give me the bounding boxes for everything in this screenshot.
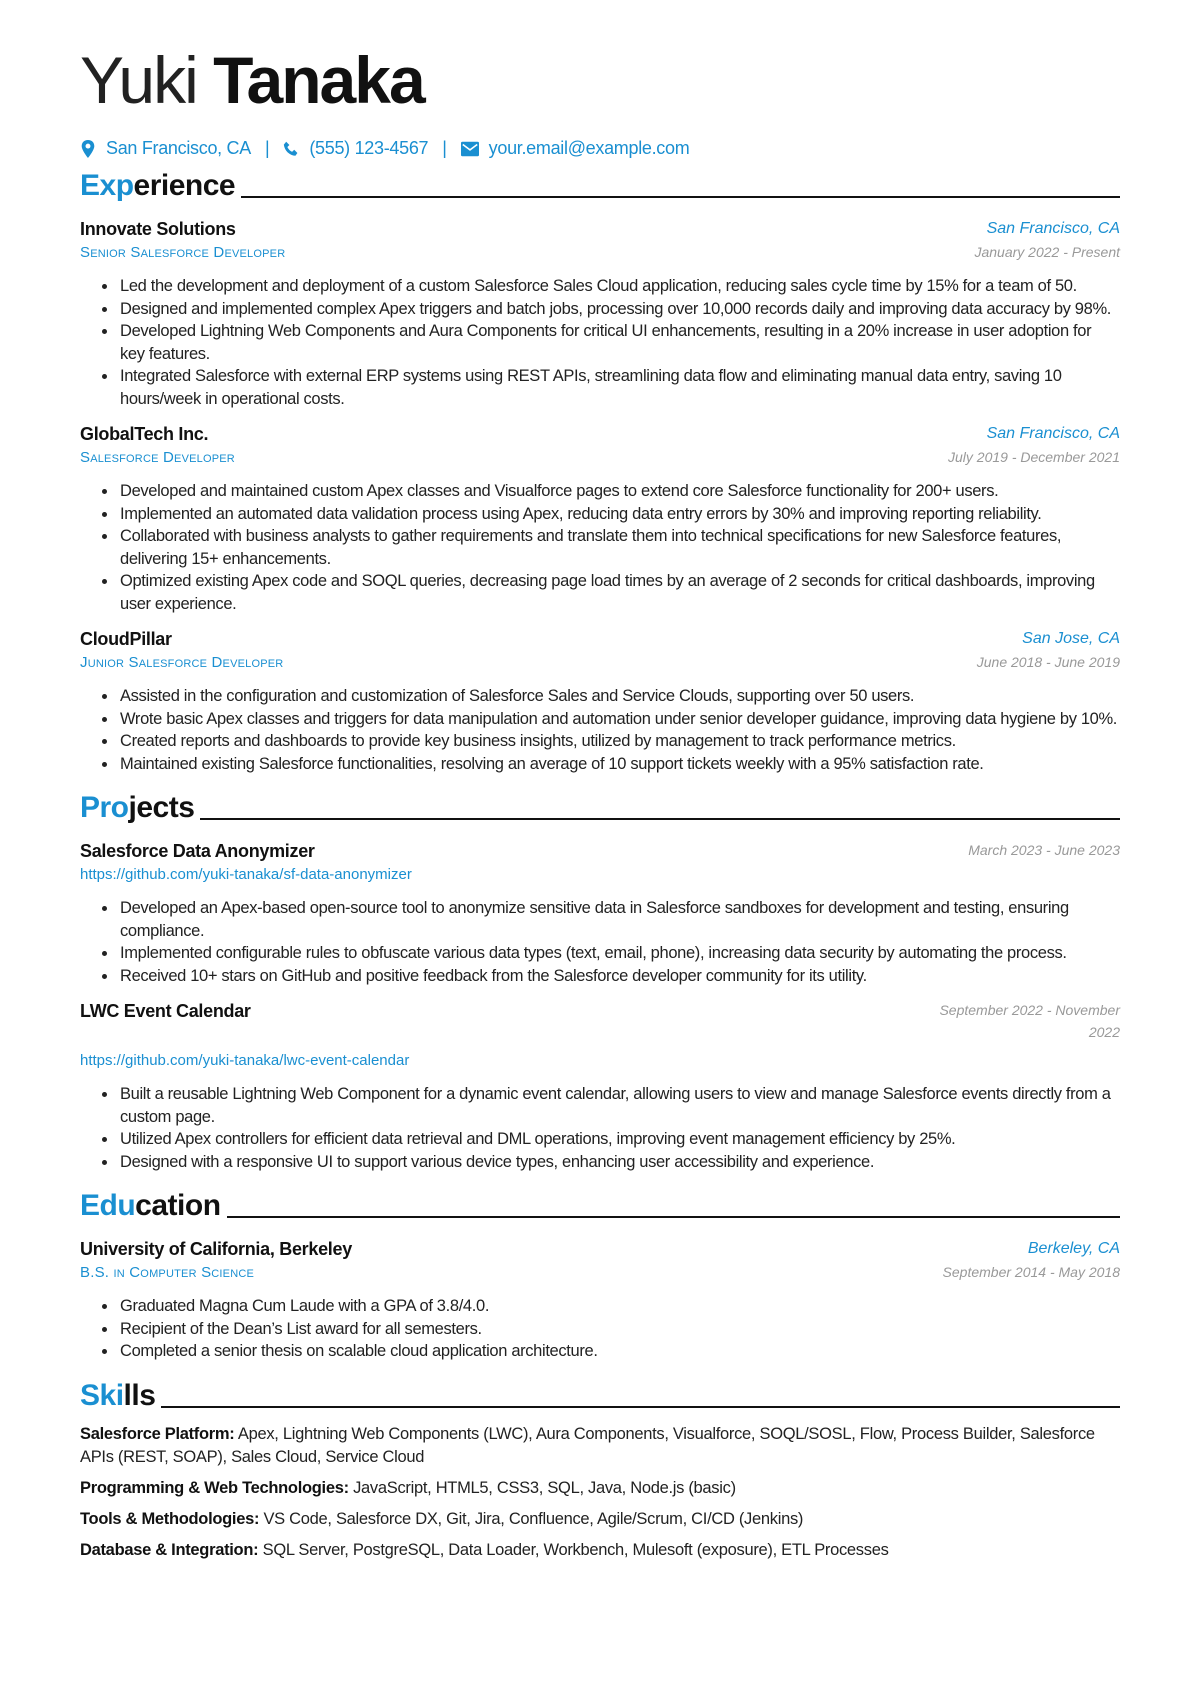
- school-location: Berkeley, CA: [1027, 1240, 1120, 1257]
- skill-row: Programming & Web Technologies: JavaScript, HTML5, CSS3, SQL, Java, Node.js (basic): [80, 1478, 736, 1497]
- job-title: Salesforce Developer: [80, 449, 235, 466]
- list-item: • Built a reusable Lightning Web Component for a dynamic event calendar, allowing users to view and manage Salesforce events directly from a custom page.: [118, 1083, 1120, 1128]
- list-item: • Implemented configurable rules to obfuscate various data types (text, email, phone), increasing data security by automating the process.: [118, 942, 1120, 965]
- entry-subheader: [80, 241, 1120, 265]
- company-name: Innovate Solutions: [80, 219, 236, 239]
- list-item: • Developed an Apex-based open-source tool to anonymize sensitive data in Salesforce sandboxes for development and testing, ensuring compliance.: [118, 897, 1120, 942]
- degree: B.S. in Computer Science: [80, 1264, 255, 1281]
- skill-row: Database & Integration: SQL Server, PostgreSQL, Data Loader, Workbench, Mulesoft (exposure), ETL Processes: [80, 1540, 889, 1559]
- experience-heading: Experience: [80, 167, 1120, 205]
- entry-header: [80, 422, 1120, 446]
- location: San Francisco, CA: [106, 138, 251, 158]
- project-link[interactable]: https://github.com/yuki-tanaka/sf-data-anonymizer: [80, 866, 412, 883]
- project-bullets: [80, 897, 1120, 987]
- skills-heading: Skills: [80, 1377, 1120, 1415]
- project-dates: September 2022 - November 2022: [939, 1002, 1120, 1040]
- list-item: • Utilized Apex controllers for efficient data retrieval and DML operations, improving event management efficiency by 25%.: [118, 1128, 1120, 1151]
- phone-icon: [283, 140, 299, 158]
- entry-header: [80, 999, 1120, 1043]
- divider: [227, 1216, 1120, 1218]
- skills-list: [80, 1423, 1120, 1562]
- list-item: • Designed and implemented complex Apex triggers and batch jobs, processing over 10,000 records daily and improving data accuracy by 98%.: [118, 298, 1120, 321]
- list-item: • Recipient of the Dean’s List award for all semesters.: [118, 1318, 1120, 1341]
- separator: |: [442, 138, 447, 158]
- divider: [161, 1406, 1120, 1408]
- email-link[interactable]: your.email@example.com: [488, 138, 690, 158]
- company-name: CloudPillar: [80, 629, 172, 649]
- project-name: Salesforce Data Anonymizer: [80, 841, 315, 861]
- job-dates: January 2022 - Present: [974, 244, 1120, 260]
- job-bullets: [80, 685, 1120, 775]
- project-dates: March 2023 - June 2023: [968, 842, 1120, 858]
- education-bullets: [80, 1295, 1120, 1363]
- projects-heading: Projects: [80, 789, 1120, 827]
- list-item: • Integrated Salesforce with external ERP systems using REST APIs, streamlining data flow and eliminating manual data entry, saving 10 hours/week in operational costs.: [118, 365, 1120, 410]
- education-entry: [80, 1237, 1120, 1363]
- divider: [241, 196, 1120, 198]
- job-location: San Francisco, CA: [986, 220, 1120, 237]
- job-title: Senior Salesforce Developer: [80, 244, 286, 261]
- school-name: University of California, Berkeley: [80, 1239, 352, 1259]
- job-location: San Francisco, CA: [986, 425, 1120, 442]
- project-entry: [80, 999, 1120, 1173]
- education-dates: September 2014 - May 2018: [942, 1264, 1120, 1280]
- entry-subheader: [80, 446, 1120, 470]
- education-heading: Education: [80, 1187, 1120, 1225]
- entry-header: [80, 627, 1120, 651]
- entry-header: [80, 217, 1120, 241]
- project-entry: [80, 839, 1120, 987]
- job-bullets: [80, 275, 1120, 410]
- experience-entry: [80, 422, 1120, 615]
- list-item: • Developed and maintained custom Apex classes and Visualforce pages to extend core Salesforce functionality for 200+ users.: [118, 480, 1120, 503]
- resume: [80, 40, 1120, 1562]
- experience-entry: [80, 627, 1120, 775]
- envelope-icon: [461, 140, 479, 158]
- project-bullets: [80, 1083, 1120, 1173]
- divider: [200, 818, 1120, 820]
- list-item: • Developed Lightning Web Components and Aura Components for critical UI enhancements, resulting in a 20% increase in user adoption for key features.: [118, 320, 1120, 365]
- candidate-name: Yuki Tanaka: [80, 43, 424, 117]
- list-item: • Graduated Magna Cum Laude with a GPA of 3.8/4.0.: [118, 1295, 1120, 1318]
- list-item: • Maintained existing Salesforce functionalities, resolving an average of 10 support tickets weekly with a 95% satisfaction rate.: [118, 753, 1120, 776]
- job-location: San Jose, CA: [1022, 630, 1120, 647]
- list-item: • Collaborated with business analysts to gather requirements and translate them into technical specifications for new Salesforce features, delivering 15+ enhancements.: [118, 525, 1120, 570]
- list-item: • Led the development and deployment of a custom Salesforce Sales Cloud application, reducing sales cycle time by 15% for a team of 50.: [118, 275, 1120, 298]
- entry-subheader: [80, 651, 1120, 675]
- list-item: • Received 10+ stars on GitHub and positive feedback from the Salesforce developer community for its utility.: [118, 965, 1120, 988]
- job-dates: July 2019 - December 2021: [948, 449, 1120, 465]
- company-name: GlobalTech Inc.: [80, 424, 209, 444]
- entry-header: [80, 839, 1120, 863]
- project-link[interactable]: https://github.com/yuki-tanaka/lwc-event-calendar: [80, 1052, 410, 1069]
- separator: |: [264, 138, 270, 158]
- list-item: • Optimized existing Apex code and SOQL queries, decreasing page load times by an average of 2 seconds for critical dashboards, improving user experience.: [118, 570, 1120, 615]
- project-name: LWC Event Calendar: [80, 1001, 251, 1021]
- list-item: • Designed with a responsive UI to support various device types, enhancing user accessibility and experience.: [118, 1151, 1120, 1174]
- skill-row: Salesforce Platform: Apex, Lightning Web Components (LWC), Aura Components, Visualforce, SOQL/SOSL, Flow, Process Builder, Salesforce APIs (REST, SOAP), Sales Cloud, Service Cloud: [80, 1424, 1095, 1466]
- list-item: • Implemented an automated data validation process using Apex, reducing data entry errors by 30% and improving reporting reliability.: [118, 503, 1120, 526]
- job-bullets: [80, 480, 1120, 615]
- skill-row: Tools & Methodologies: VS Code, Salesforce DX, Git, Jira, Confluence, Agile/Scrum, CI/CD (Jenkins): [80, 1509, 804, 1528]
- list-item: • Completed a senior thesis on scalable cloud application architecture.: [118, 1340, 1120, 1363]
- contact-bar: [80, 138, 1120, 159]
- experience-entry: [80, 217, 1120, 410]
- job-dates: June 2018 - June 2019: [976, 654, 1120, 670]
- list-item: • Assisted in the configuration and customization of Salesforce Sales and Service Clouds, supporting over 50 users.: [118, 685, 1120, 708]
- job-title: Junior Salesforce Developer: [80, 654, 284, 671]
- list-item: • Created reports and dashboards to provide key business insights, utilized by management to track performance metrics.: [118, 730, 1120, 753]
- list-item: • Wrote basic Apex classes and triggers for data manipulation and automation under senior developer guidance, improving data hygiene by 10%.: [118, 708, 1120, 731]
- phone: (555) 123-4567: [309, 138, 429, 158]
- map-pin-icon: [80, 140, 96, 158]
